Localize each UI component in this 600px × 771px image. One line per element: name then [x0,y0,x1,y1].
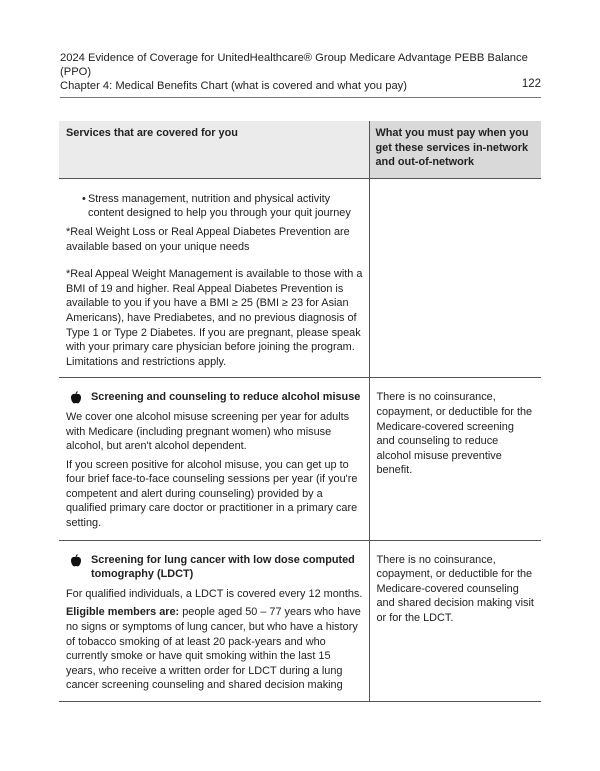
column-header-payment: What you must pay when you get these services in-network and out-of-network [369,121,541,178]
document-title-line-1: 2024 Evidence of Coverage for UnitedHealthcare® Group Medicare Advantage PEBB Balance [60,52,528,64]
eligibility-description [66,605,363,693]
table-header-row [59,121,541,178]
table-row [59,178,541,378]
service-description: We cover one alcohol misuse screening per year for adults with Medicare (including pregnant women) who misuse alcohol, but aren't alcohol dependent. [66,410,350,453]
eligibility-label: Eligible members are: [66,606,180,619]
service-description: For qualified individuals, a LDCT is covered every 12 months. [66,587,363,600]
payment-text: There is no coinsurance, copayment, or deductible for the Medicare-covered screening and counseling to reduce alcohol misuse preventive benefit. [376,391,533,477]
medical-benefits-table [59,121,541,702]
service-title-text: Screening for lung cancer with low dose computed tomography (LDCT) [91,553,355,581]
chapter-title: Chapter 4: Medical Benefits Chart (what is covered and what you pay) [60,80,407,92]
service-title-alcohol-misuse [66,390,363,405]
service-description: If you screen positive for alcohol misuse, you can get up to four brief face-to-face counseling sessions per year (if you're competent and alert during counseling) provided by a qualified primary care doctor or practitioner in a primary care setting. [66,458,358,530]
bullet-icon: • [82,192,86,205]
page-number: 122 [521,78,541,90]
eligibility-text: people aged 50 – 77 years who have no signs or symptoms of lung cancer, but who have a history of tobacco smoking of at least 20 pack-years and who currently smoke or have quit smoking within the last 15 years, who receive a written order for LDCT during a lung cancer screening counseling and shared decision making [66,606,361,692]
bullet-text: Stress management, nutrition and physical activity content designed to help you through your quit journey [88,192,351,220]
service-title-lung-cancer-screening [66,553,363,582]
apple-icon [70,554,82,567]
payment-cell [369,378,541,540]
table-row [59,378,541,540]
footnote-weight-loss: *Real Weight Loss or Real Appeal Diabetes Prevention are available based on your unique needs [66,225,350,253]
page-header [60,51,540,93]
document-title-line-2: (PPO) [60,66,92,78]
column-header-services: Services that are covered for you [59,121,369,178]
apple-icon [70,391,82,404]
payment-cell [369,540,541,701]
payment-cell [369,178,541,378]
bullet-item [66,192,363,221]
service-cell [59,378,369,540]
service-cell [59,540,369,701]
service-cell [59,178,369,378]
service-title-text: Screening and counseling to reduce alcohol misuse [91,391,361,404]
table-row [59,540,541,701]
header-divider [60,97,541,98]
payment-text: There is no coinsurance, copayment, or deductible for the Medicare-covered counseling and shared decision making visit or for the LDCT. [376,553,534,625]
footnote-real-appeal: *Real Appeal Weight Management is available to those with a BMI of 19 and higher. Real Appeal Diabetes Prevention is available to you if you have a BMI ≥ 25 (BMI ≥ 23 for Asian Americans), have Prediabetes, and no previous diagnosis of Type 1 or Type 2 Diabetes. If you are pregnant, please speak with your primary care physician before joining the program. Limitations and restrictions apply. [66,268,363,368]
